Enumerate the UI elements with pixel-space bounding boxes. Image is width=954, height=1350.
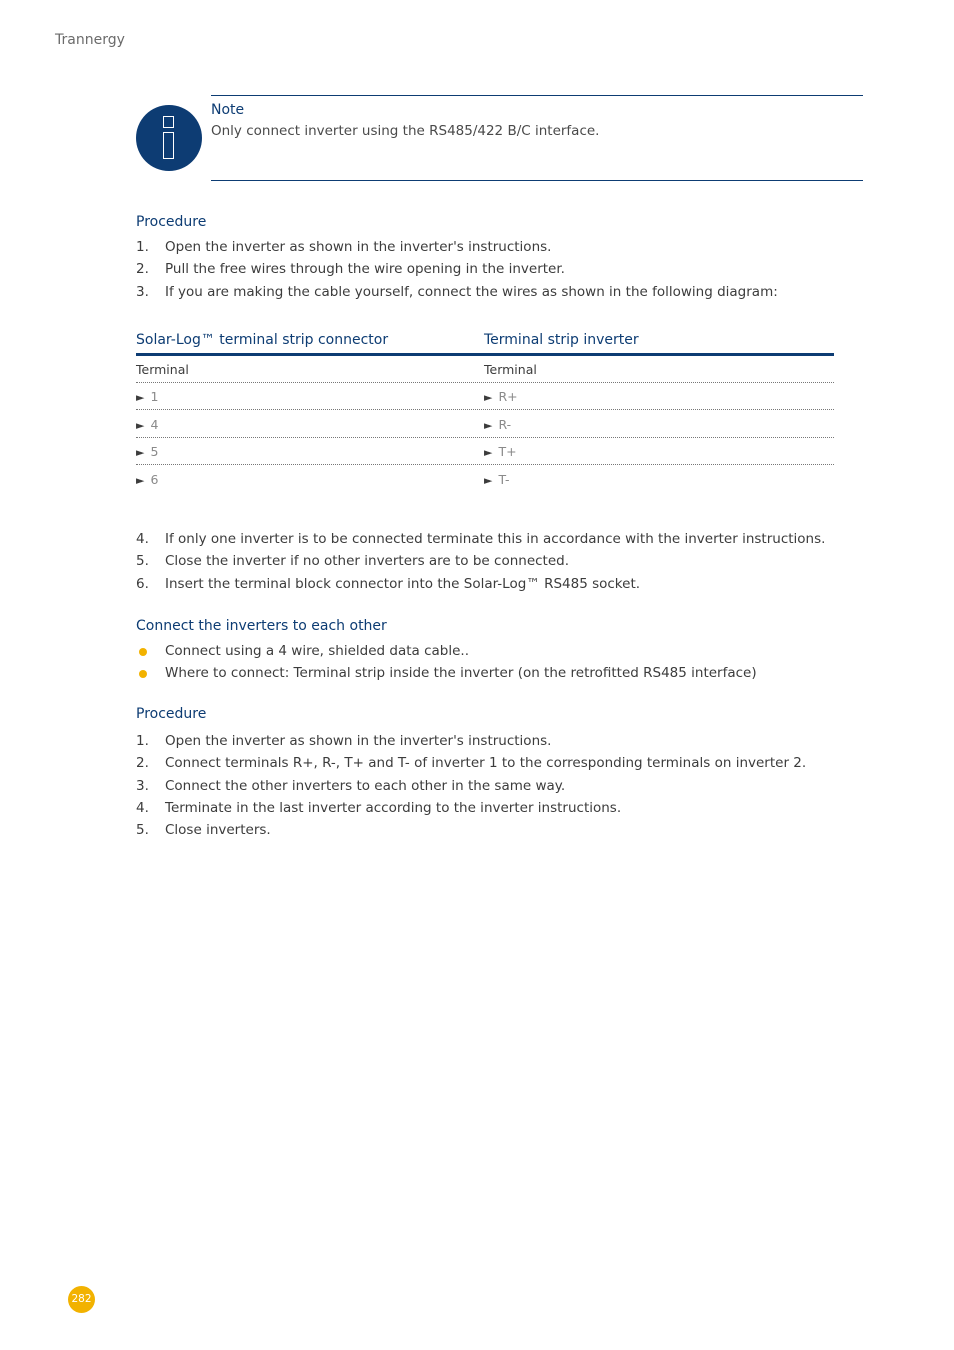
running-header: Trannergy [55, 32, 125, 48]
table-divider [136, 464, 834, 465]
note-title: Note [211, 102, 245, 118]
table-header-inverter: Terminal strip inverter [484, 332, 639, 348]
arrow-right-icon: ► [136, 419, 145, 432]
arrow-right-icon: ► [484, 391, 493, 404]
table-cell-left: ► 1 [136, 389, 159, 404]
procedure-heading-2: Procedure [136, 706, 207, 722]
arrow-right-icon: ► [484, 446, 493, 459]
info-icon [136, 105, 202, 171]
arrow-right-icon: ► [136, 391, 145, 404]
table-header-solarlog: Solar-Log™ terminal strip connector [136, 332, 389, 348]
table-cell-left: ► 5 [136, 444, 159, 459]
note-text: Only connect inverter using the RS485/422 B/C interface. [211, 123, 600, 139]
table-subheader-left: Terminal [136, 362, 189, 377]
table-cell-left: ► 6 [136, 472, 159, 487]
table-cell-right: ► R- [484, 417, 512, 432]
table-cell-left: ► 4 [136, 417, 159, 432]
table-divider [136, 437, 834, 438]
arrow-right-icon: ► [484, 474, 493, 487]
arrow-right-icon: ► [136, 474, 145, 487]
bullet-icon [139, 648, 147, 656]
connect-heading: Connect the inverters to each other [136, 618, 387, 634]
table-header-rule [136, 353, 834, 356]
table-cell-right: ► T+ [484, 444, 517, 459]
procedure-heading: Procedure [136, 214, 207, 230]
table-divider [136, 382, 834, 383]
note-bottom-rule [211, 180, 863, 181]
note-top-rule [211, 95, 863, 96]
bullet-icon [139, 670, 147, 678]
page-number: 282 [68, 1286, 95, 1313]
arrow-right-icon: ► [484, 419, 493, 432]
table-divider [136, 409, 834, 410]
table-cell-right: ► R+ [484, 389, 518, 404]
table-cell-right: ► T- [484, 472, 510, 487]
table-subheader-right: Terminal [484, 362, 537, 377]
arrow-right-icon: ► [136, 446, 145, 459]
